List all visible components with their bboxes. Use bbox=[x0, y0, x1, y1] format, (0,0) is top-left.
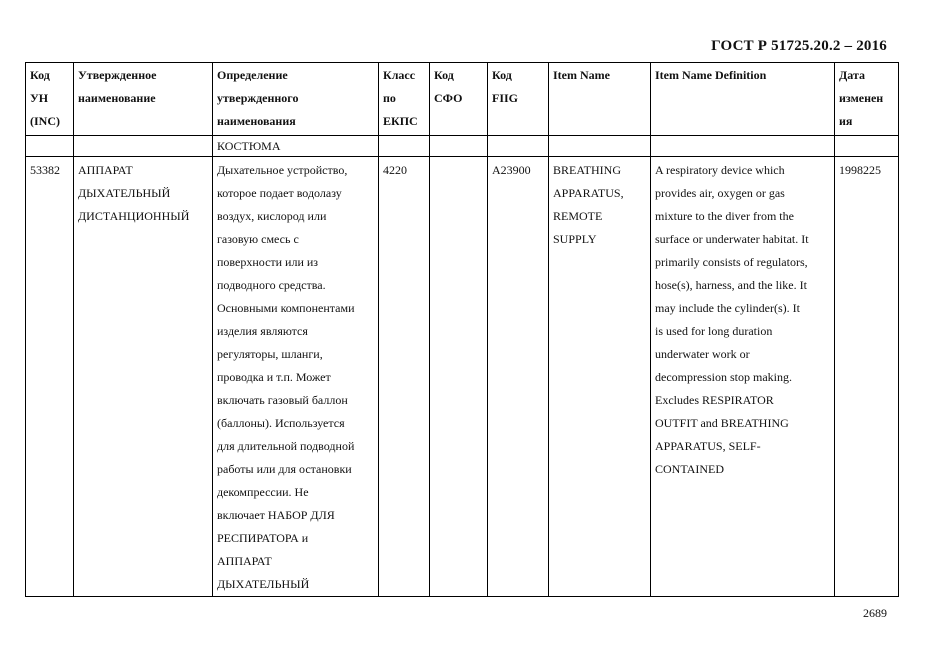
cell-inc-code: 53382 bbox=[26, 157, 74, 597]
table-header-row bbox=[26, 63, 899, 136]
cell-sfo-code bbox=[430, 157, 488, 597]
cell-fiig-code: A23900 bbox=[488, 157, 549, 597]
cell-item-name bbox=[549, 136, 651, 157]
header-inc-code: Код УН (INC) bbox=[26, 63, 74, 136]
cell-ekps-class bbox=[379, 136, 430, 157]
header-item-name: Item Name bbox=[549, 63, 651, 136]
cell-sfo-code bbox=[430, 136, 488, 157]
document-standard-header: ГОСТ Р 51725.20.2 – 2016 bbox=[711, 38, 887, 54]
header-change-date: Дата изменен ия bbox=[835, 63, 899, 136]
catalog-table bbox=[25, 62, 899, 597]
header-approved-name: Утвержденное наименование bbox=[74, 63, 213, 136]
table-row-continuation bbox=[26, 136, 899, 157]
table-row bbox=[26, 157, 899, 597]
cell-item-name-definition: A respiratory device which provides air, oxygen or gas mixture to the diver from the surface or underwater habitat. It primarily consists of regulators, hose(s), harness, and the like. It may include the cylinder(s). It is used for long duration underwater work or decompression stop making. Excludes RESPIRATOR OUTFIT and BREATHING APPARATUS, SELF- CONTAINED bbox=[651, 157, 835, 597]
cell-definition-fragment: КОСТЮМА bbox=[213, 136, 379, 157]
header-definition: Определение утвержденного наименования bbox=[213, 63, 379, 136]
cell-change-date: 1998225 bbox=[835, 157, 899, 597]
header-ekps-class: Класс по ЕКПС bbox=[379, 63, 430, 136]
cell-change-date bbox=[835, 136, 899, 157]
header-fiig-code: Код FIIG bbox=[488, 63, 549, 136]
cell-ekps-class: 4220 bbox=[379, 157, 430, 597]
header-item-name-definition: Item Name Definition bbox=[651, 63, 835, 136]
cell-definition: Дыхательное устройство, которое подает водолазу воздух, кислород или газовую смесь с поверхности или из подводного средства. Основными компонентами изделия являются регуляторы, шланги, проводка и т.п. Может включать газовый баллон (баллоны). Используется для длительной подводной работы или для остановки декомпрессии. Не включает НАБОР ДЛЯ РЕСПИРАТОРА и АППАРАТ ДЫХАТЕЛЬНЫЙ bbox=[213, 157, 379, 597]
page-number: 2689 bbox=[863, 606, 887, 620]
cell-item-name-definition bbox=[651, 136, 835, 157]
cell-fiig-code bbox=[488, 136, 549, 157]
cell-approved-name: АППАРАТ ДЫХАТЕЛЬНЫЙ ДИСТАНЦИОННЫЙ bbox=[74, 157, 213, 597]
cell-approved-name bbox=[74, 136, 213, 157]
header-sfo-code: Код СФО bbox=[430, 63, 488, 136]
cell-inc-code bbox=[26, 136, 74, 157]
cell-item-name: BREATHING APPARATUS, REMOTE SUPPLY bbox=[549, 157, 651, 597]
